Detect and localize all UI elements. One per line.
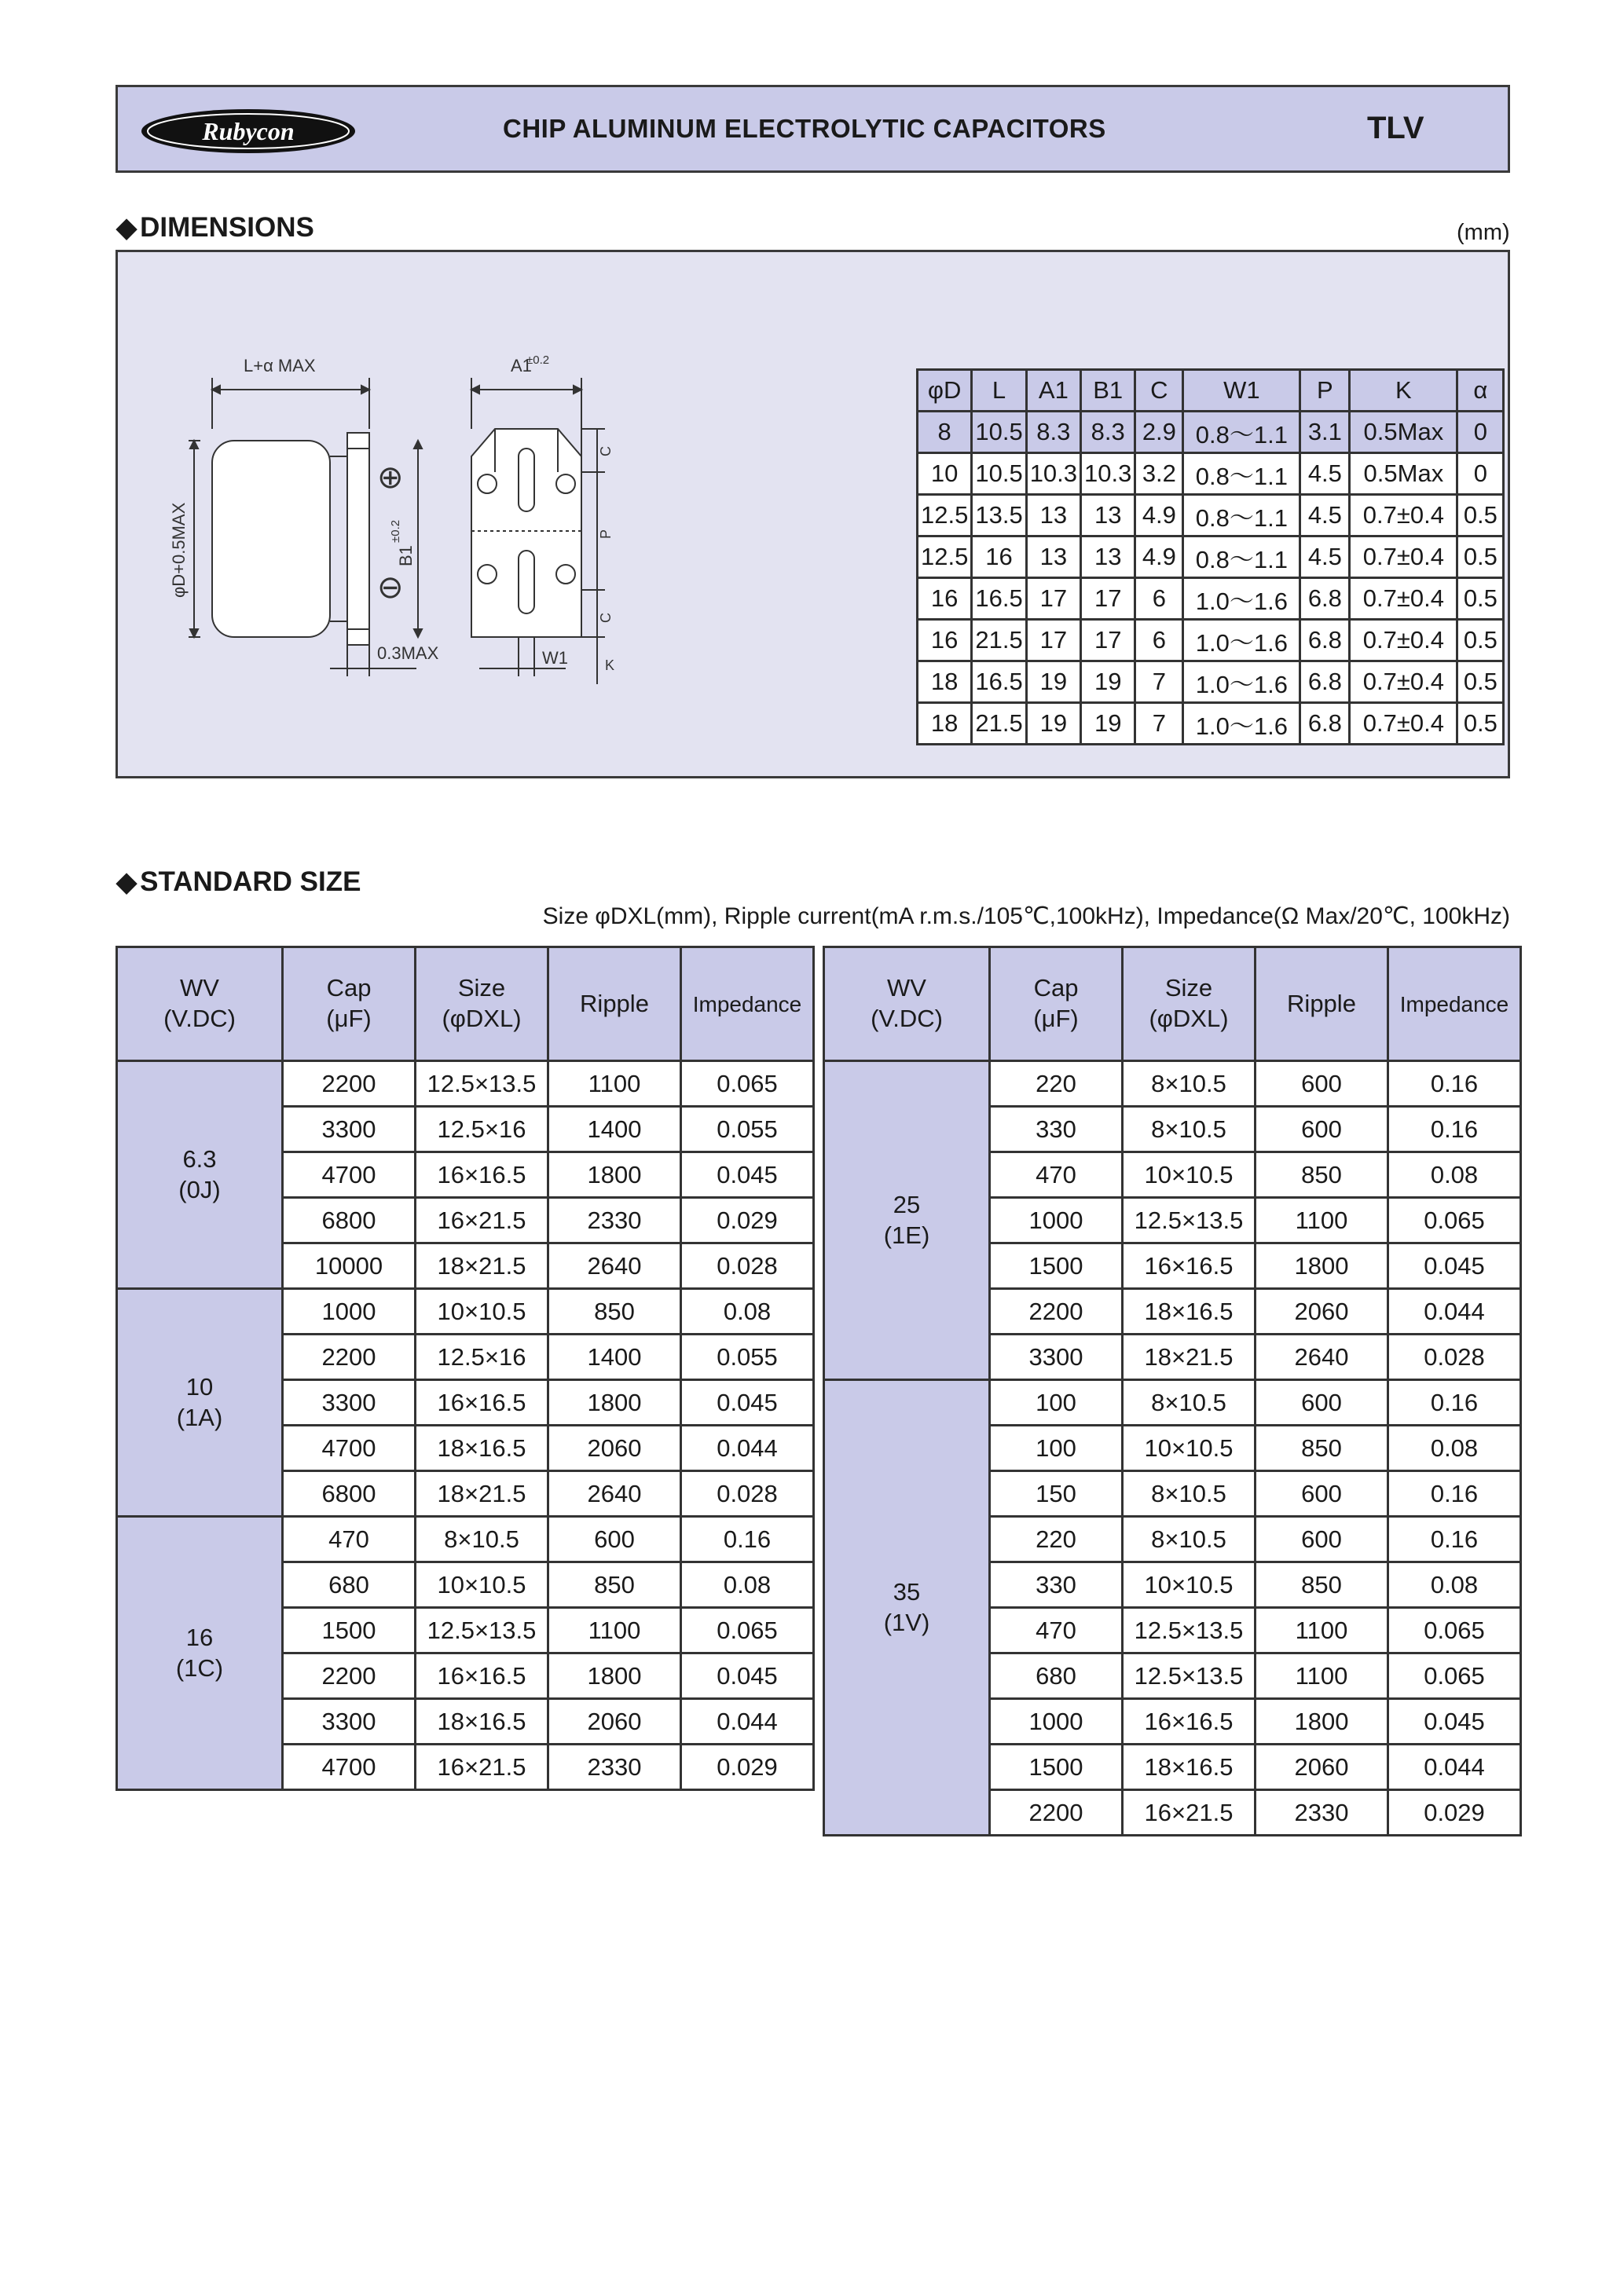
table-cell: 2200 — [990, 1790, 1123, 1836]
table-cell: 0.08 — [681, 1562, 814, 1608]
length-label: L+α MAX — [244, 356, 316, 375]
table-cell: 18×16.5 — [1123, 1745, 1256, 1790]
table-cell: 16.5 — [972, 578, 1026, 620]
table-cell: 18×21.5 — [1123, 1335, 1256, 1380]
table-cell: 850 — [548, 1562, 681, 1608]
table-cell: 3300 — [283, 1107, 416, 1152]
table-cell: 0.8～1.1 — [1183, 536, 1300, 578]
col-phid: φD — [918, 370, 972, 412]
table-cell: 3.1 — [1300, 412, 1350, 453]
table-cell: 680 — [283, 1562, 416, 1608]
table-cell: 1.0～1.6 — [1183, 703, 1300, 745]
table-cell: 0.028 — [681, 1243, 814, 1289]
table-cell: 16×16.5 — [1123, 1699, 1256, 1745]
table-cell: 0.16 — [1388, 1471, 1521, 1517]
voltage-group-cell: 35 (1V) — [824, 1380, 990, 1836]
table-cell: 330 — [990, 1562, 1123, 1608]
table-cell: 10×10.5 — [416, 1289, 548, 1335]
table-cell: 4700 — [283, 1426, 416, 1471]
table-cell: 220 — [990, 1517, 1123, 1562]
lead-label: 0.3MAX — [377, 643, 439, 663]
table-cell: 16×16.5 — [416, 1152, 548, 1198]
table-cell: 0.16 — [1388, 1061, 1521, 1107]
table-cell: 0.8～1.1 — [1183, 412, 1300, 453]
table-cell: 0.7±0.4 — [1350, 620, 1457, 661]
table-row — [117, 1289, 814, 1335]
table-cell: 0.08 — [1388, 1152, 1521, 1198]
table-cell: 12.5×13.5 — [1123, 1653, 1256, 1699]
table-cell: 1800 — [1256, 1699, 1388, 1745]
table-row — [117, 1061, 814, 1107]
dimensions-heading: ◆ DIMENSIONS — [116, 212, 314, 243]
impedance-header: Impedance — [681, 947, 814, 1061]
table-cell: 6.8 — [1300, 661, 1350, 703]
capacitor-outline-drawing — [141, 331, 966, 739]
table-row — [117, 1517, 814, 1562]
table-cell: 1100 — [1256, 1608, 1388, 1653]
page-header — [115, 85, 1510, 173]
table-cell: 1000 — [990, 1198, 1123, 1243]
table-row — [918, 661, 1504, 703]
capacitor-seat — [347, 433, 369, 645]
table-cell: 0.16 — [1388, 1380, 1521, 1426]
table-cell: 0.5 — [1457, 620, 1504, 661]
table-cell: 4700 — [283, 1745, 416, 1790]
table-cell: 17 — [1081, 578, 1135, 620]
table-cell: 0.044 — [1388, 1745, 1521, 1790]
table-cell: 0.065 — [1388, 1608, 1521, 1653]
table-cell: 6.8 — [1300, 703, 1350, 745]
table-header-row — [918, 370, 1504, 412]
table-cell: 0.045 — [681, 1152, 814, 1198]
a1-label: A1 — [511, 356, 532, 375]
table-cell: 16×16.5 — [416, 1380, 548, 1426]
table-cell: 1100 — [1256, 1653, 1388, 1699]
table-cell: 7 — [1135, 703, 1183, 745]
table-cell: 7 — [1135, 661, 1183, 703]
table-cell: 16×21.5 — [416, 1745, 548, 1790]
table-cell: 0.065 — [1388, 1653, 1521, 1699]
table-cell: 16 — [918, 578, 972, 620]
voltage-group-cell: 16 (1C) — [117, 1517, 283, 1790]
table-cell: 10×10.5 — [1123, 1426, 1256, 1471]
table-cell: 13 — [1081, 536, 1135, 578]
table-cell: 850 — [548, 1289, 681, 1335]
table-cell: 13.5 — [972, 495, 1026, 536]
table-cell: 1500 — [990, 1243, 1123, 1289]
table-cell: 1000 — [990, 1699, 1123, 1745]
table-cell: 1800 — [548, 1653, 681, 1699]
table-row — [918, 703, 1504, 745]
table-cell: 12.5×16 — [416, 1335, 548, 1380]
table-cell: 13 — [1026, 495, 1080, 536]
table-cell: 0.029 — [681, 1745, 814, 1790]
table-cell: 0.7±0.4 — [1350, 495, 1457, 536]
table-cell: 220 — [990, 1061, 1123, 1107]
table-cell: 16.5 — [972, 661, 1026, 703]
table-cell: 0.065 — [681, 1608, 814, 1653]
table-cell: 600 — [1256, 1471, 1388, 1517]
table-cell: 850 — [1256, 1426, 1388, 1471]
wv-header: WV (V.DC) — [117, 947, 283, 1061]
table-cell: 0 — [1457, 412, 1504, 453]
diamond-icon: ◆ — [116, 213, 137, 243]
table-cell: 18×16.5 — [416, 1426, 548, 1471]
table-cell: 1400 — [548, 1335, 681, 1380]
table-cell: 12.5×16 — [416, 1107, 548, 1152]
table-cell: 1400 — [548, 1107, 681, 1152]
table-cell: 0.8～1.1 — [1183, 453, 1300, 495]
table-cell: 0.045 — [681, 1380, 814, 1426]
table-cell: 8.3 — [1081, 412, 1135, 453]
table-cell: 6800 — [283, 1198, 416, 1243]
table-cell: 0.08 — [681, 1289, 814, 1335]
table-row — [918, 495, 1504, 536]
standard-size-table-left — [115, 946, 815, 1791]
table-cell: 0.8～1.1 — [1183, 495, 1300, 536]
table-cell: 0.044 — [681, 1699, 814, 1745]
dimensions-table — [916, 368, 1505, 745]
series-code: TLV — [1367, 111, 1424, 145]
table-row — [918, 578, 1504, 620]
table-cell: 2640 — [548, 1243, 681, 1289]
ripple-header: Ripple — [548, 947, 681, 1061]
table-cell: 4.9 — [1135, 495, 1183, 536]
table-cell: 1100 — [548, 1608, 681, 1653]
table-cell: 0.044 — [1388, 1289, 1521, 1335]
table-cell: 0.028 — [681, 1471, 814, 1517]
table-cell: 0.028 — [1388, 1335, 1521, 1380]
units-note: Size φDXL(mm), Ripple current(mA r.m.s./105℃,100kHz), Impedance(Ω Max/20℃, 100kHz) — [542, 903, 1510, 929]
table-row — [824, 1380, 1521, 1426]
table-cell: 2200 — [283, 1653, 416, 1699]
table-cell: 0.5 — [1457, 578, 1504, 620]
table-cell: 17 — [1081, 620, 1135, 661]
table-cell: 850 — [1256, 1152, 1388, 1198]
table-cell: 8×10.5 — [1123, 1517, 1256, 1562]
table-cell: 0.16 — [1388, 1517, 1521, 1562]
dimensions-unit: (mm) — [1457, 220, 1510, 245]
table-cell: 2330 — [1256, 1790, 1388, 1836]
table-cell: 13 — [1026, 536, 1080, 578]
table-cell: 3300 — [990, 1335, 1123, 1380]
table-cell: 0.5 — [1457, 536, 1504, 578]
table-cell: 13 — [1081, 495, 1135, 536]
table-cell: 1100 — [548, 1061, 681, 1107]
c-label-bottom: C — [598, 613, 614, 623]
table-cell: 470 — [283, 1517, 416, 1562]
table-header-row — [824, 947, 1521, 1061]
table-cell: 600 — [1256, 1061, 1388, 1107]
table-cell: 1.0～1.6 — [1183, 620, 1300, 661]
table-cell: 19 — [1026, 703, 1080, 745]
table-cell: 600 — [1256, 1517, 1388, 1562]
logo-text: Rubycon — [202, 117, 295, 145]
table-cell: 10.3 — [1026, 453, 1080, 495]
table-cell: 2060 — [548, 1699, 681, 1745]
table-cell: 1800 — [1256, 1243, 1388, 1289]
table-cell: 0.065 — [681, 1061, 814, 1107]
table-cell: 18×16.5 — [416, 1699, 548, 1745]
table-cell: 16 — [918, 620, 972, 661]
table-cell: 100 — [990, 1380, 1123, 1426]
table-cell: 10000 — [283, 1243, 416, 1289]
table-cell: 6.8 — [1300, 620, 1350, 661]
table-cell: 10.5 — [972, 412, 1026, 453]
table-cell: 12.5×13.5 — [416, 1608, 548, 1653]
table-row — [824, 1061, 1521, 1107]
capacitor-body — [212, 441, 330, 637]
table-cell: 1500 — [283, 1608, 416, 1653]
table-cell: 600 — [548, 1517, 681, 1562]
cap-header: Cap (μF) — [283, 947, 416, 1061]
table-cell: 0.08 — [1388, 1426, 1521, 1471]
table-cell: 21.5 — [972, 620, 1026, 661]
table-cell: 4700 — [283, 1152, 416, 1198]
table-cell: 0.7±0.4 — [1350, 578, 1457, 620]
table-cell: 6 — [1135, 620, 1183, 661]
minus-icon: ⊖ — [377, 570, 404, 605]
table-cell: 16×21.5 — [416, 1198, 548, 1243]
table-cell: 12.5×13.5 — [416, 1061, 548, 1107]
table-cell: 8 — [918, 412, 972, 453]
table-cell: 0.029 — [1388, 1790, 1521, 1836]
a1-tolerance: ±0.2 — [526, 353, 550, 367]
table-cell: 1000 — [283, 1289, 416, 1335]
table-cell: 18 — [918, 661, 972, 703]
table-cell: 0.5Max — [1350, 453, 1457, 495]
ripple-header: Ripple — [1256, 947, 1388, 1061]
col-c: C — [1135, 370, 1183, 412]
table-cell: 600 — [1256, 1107, 1388, 1152]
table-cell: 19 — [1081, 661, 1135, 703]
table-cell: 16 — [972, 536, 1026, 578]
dimensions-panel — [115, 250, 1510, 778]
table-cell: 8×10.5 — [1123, 1061, 1256, 1107]
page-title: CHIP ALUMINUM ELECTROLYTIC CAPACITORS — [503, 114, 1106, 143]
rubycon-logo — [140, 108, 357, 155]
table-cell: 0.5 — [1457, 703, 1504, 745]
col-b1: B1 — [1081, 370, 1135, 412]
cap-header: Cap (μF) — [990, 947, 1123, 1061]
table-cell: 12.5×13.5 — [1123, 1608, 1256, 1653]
table-cell: 2200 — [990, 1289, 1123, 1335]
table-cell: 1500 — [990, 1745, 1123, 1790]
table-cell: 8×10.5 — [1123, 1380, 1256, 1426]
table-cell: 18×16.5 — [1123, 1289, 1256, 1335]
diamond-icon: ◆ — [116, 867, 137, 897]
table-cell: 10×10.5 — [416, 1562, 548, 1608]
col-k: K — [1350, 370, 1457, 412]
table-row — [918, 536, 1504, 578]
col-w1: W1 — [1183, 370, 1300, 412]
table-cell: 16×16.5 — [1123, 1243, 1256, 1289]
table-cell: 600 — [1256, 1380, 1388, 1426]
table-row — [918, 453, 1504, 495]
table-cell: 1800 — [548, 1380, 681, 1426]
table-cell: 8×10.5 — [416, 1517, 548, 1562]
col-a1: A1 — [1026, 370, 1080, 412]
table-cell: 330 — [990, 1107, 1123, 1152]
positive-terminal — [519, 449, 534, 511]
table-cell: 0.08 — [1388, 1562, 1521, 1608]
table-cell: 2330 — [548, 1198, 681, 1243]
diameter-label: φD+0.5MAX — [169, 502, 189, 598]
table-cell: 1.0～1.6 — [1183, 578, 1300, 620]
table-cell: 8×10.5 — [1123, 1471, 1256, 1517]
table-cell: 0.7±0.4 — [1350, 703, 1457, 745]
table-cell: 2.9 — [1135, 412, 1183, 453]
table-cell: 0.5 — [1457, 661, 1504, 703]
table-cell: 10×10.5 — [1123, 1562, 1256, 1608]
wv-header: WV (V.DC) — [824, 947, 990, 1061]
table-cell: 10.5 — [972, 453, 1026, 495]
table-cell: 4.9 — [1135, 536, 1183, 578]
negative-terminal — [519, 551, 534, 613]
col-l: L — [972, 370, 1026, 412]
table-cell: 8×10.5 — [1123, 1107, 1256, 1152]
size-header: Size (φDXL) — [416, 947, 548, 1061]
p-label: P — [598, 529, 614, 539]
table-cell: 0 — [1457, 453, 1504, 495]
table-cell: 0.055 — [681, 1107, 814, 1152]
table-cell: 0.7±0.4 — [1350, 661, 1457, 703]
col-p: P — [1300, 370, 1350, 412]
table-cell: 2640 — [1256, 1335, 1388, 1380]
table-cell: 0.045 — [1388, 1699, 1521, 1745]
table-cell: 0.045 — [681, 1653, 814, 1699]
table-cell: 10 — [918, 453, 972, 495]
table-cell: 0.065 — [1388, 1198, 1521, 1243]
table-cell: 100 — [990, 1426, 1123, 1471]
table-cell: 8.3 — [1026, 412, 1080, 453]
table-cell: 6 — [1135, 578, 1183, 620]
capacitor-base — [330, 456, 347, 621]
table-cell: 2640 — [548, 1471, 681, 1517]
table-cell: 12.5 — [918, 536, 972, 578]
k-label: K — [605, 657, 615, 673]
table-cell: 3300 — [283, 1699, 416, 1745]
table-cell: 18 — [918, 703, 972, 745]
table-cell: 17 — [1026, 620, 1080, 661]
table-cell: 470 — [990, 1608, 1123, 1653]
size-header: Size (φDXL) — [1123, 947, 1256, 1061]
table-cell: 0.045 — [1388, 1243, 1521, 1289]
voltage-group-cell: 10 (1A) — [117, 1289, 283, 1517]
table-cell: 10.3 — [1081, 453, 1135, 495]
table-cell: 12.5×13.5 — [1123, 1198, 1256, 1243]
table-cell: 16×21.5 — [1123, 1790, 1256, 1836]
w1-label: W1 — [542, 648, 568, 668]
table-cell: 19 — [1026, 661, 1080, 703]
table-cell: 1800 — [548, 1152, 681, 1198]
table-cell: 0.044 — [681, 1426, 814, 1471]
table-cell: 2060 — [1256, 1289, 1388, 1335]
impedance-header: Impedance — [1388, 947, 1521, 1061]
table-cell: 850 — [1256, 1562, 1388, 1608]
table-cell: 0.16 — [1388, 1107, 1521, 1152]
col-alpha: α — [1457, 370, 1504, 412]
table-row — [918, 412, 1504, 453]
table-cell: 4.5 — [1300, 495, 1350, 536]
table-cell: 2200 — [283, 1335, 416, 1380]
table-cell: 2060 — [1256, 1745, 1388, 1790]
table-cell: 6.8 — [1300, 578, 1350, 620]
table-cell: 1100 — [1256, 1198, 1388, 1243]
table-cell: 0.7±0.4 — [1350, 536, 1457, 578]
c-label-top: C — [598, 446, 614, 456]
table-cell: 1.0～1.6 — [1183, 661, 1300, 703]
table-cell: 0.5Max — [1350, 412, 1457, 453]
voltage-group-cell: 25 (1E) — [824, 1061, 990, 1380]
table-cell: 3.2 — [1135, 453, 1183, 495]
table-cell: 17 — [1026, 578, 1080, 620]
table-row — [918, 620, 1504, 661]
table-cell: 0.055 — [681, 1335, 814, 1380]
table-cell: 18×21.5 — [416, 1243, 548, 1289]
b1-label: B1 — [396, 545, 416, 566]
table-cell: 3300 — [283, 1380, 416, 1426]
standard-size-table-right — [823, 946, 1522, 1836]
table-cell: 10×10.5 — [1123, 1152, 1256, 1198]
table-cell: 0.029 — [681, 1198, 814, 1243]
table-cell: 19 — [1081, 703, 1135, 745]
table-header-row — [117, 947, 814, 1061]
table-cell: 4.5 — [1300, 536, 1350, 578]
table-cell: 680 — [990, 1653, 1123, 1699]
b1-tolerance: ±0.2 — [389, 519, 402, 543]
voltage-group-cell: 6.3 (0J) — [117, 1061, 283, 1289]
table-cell: 0.16 — [681, 1517, 814, 1562]
table-cell: 470 — [990, 1152, 1123, 1198]
standard-size-heading: ◆ STANDARD SIZE — [116, 866, 361, 897]
table-cell: 4.5 — [1300, 453, 1350, 495]
table-cell: 0.5 — [1457, 495, 1504, 536]
table-cell: 2330 — [548, 1745, 681, 1790]
table-cell: 18×21.5 — [416, 1471, 548, 1517]
table-cell: 2200 — [283, 1061, 416, 1107]
table-cell: 6800 — [283, 1471, 416, 1517]
table-cell: 16×16.5 — [416, 1653, 548, 1699]
table-cell: 150 — [990, 1471, 1123, 1517]
plus-icon: ⊕ — [377, 460, 404, 495]
table-cell: 21.5 — [972, 703, 1026, 745]
table-cell: 2060 — [548, 1426, 681, 1471]
table-cell: 12.5 — [918, 495, 972, 536]
